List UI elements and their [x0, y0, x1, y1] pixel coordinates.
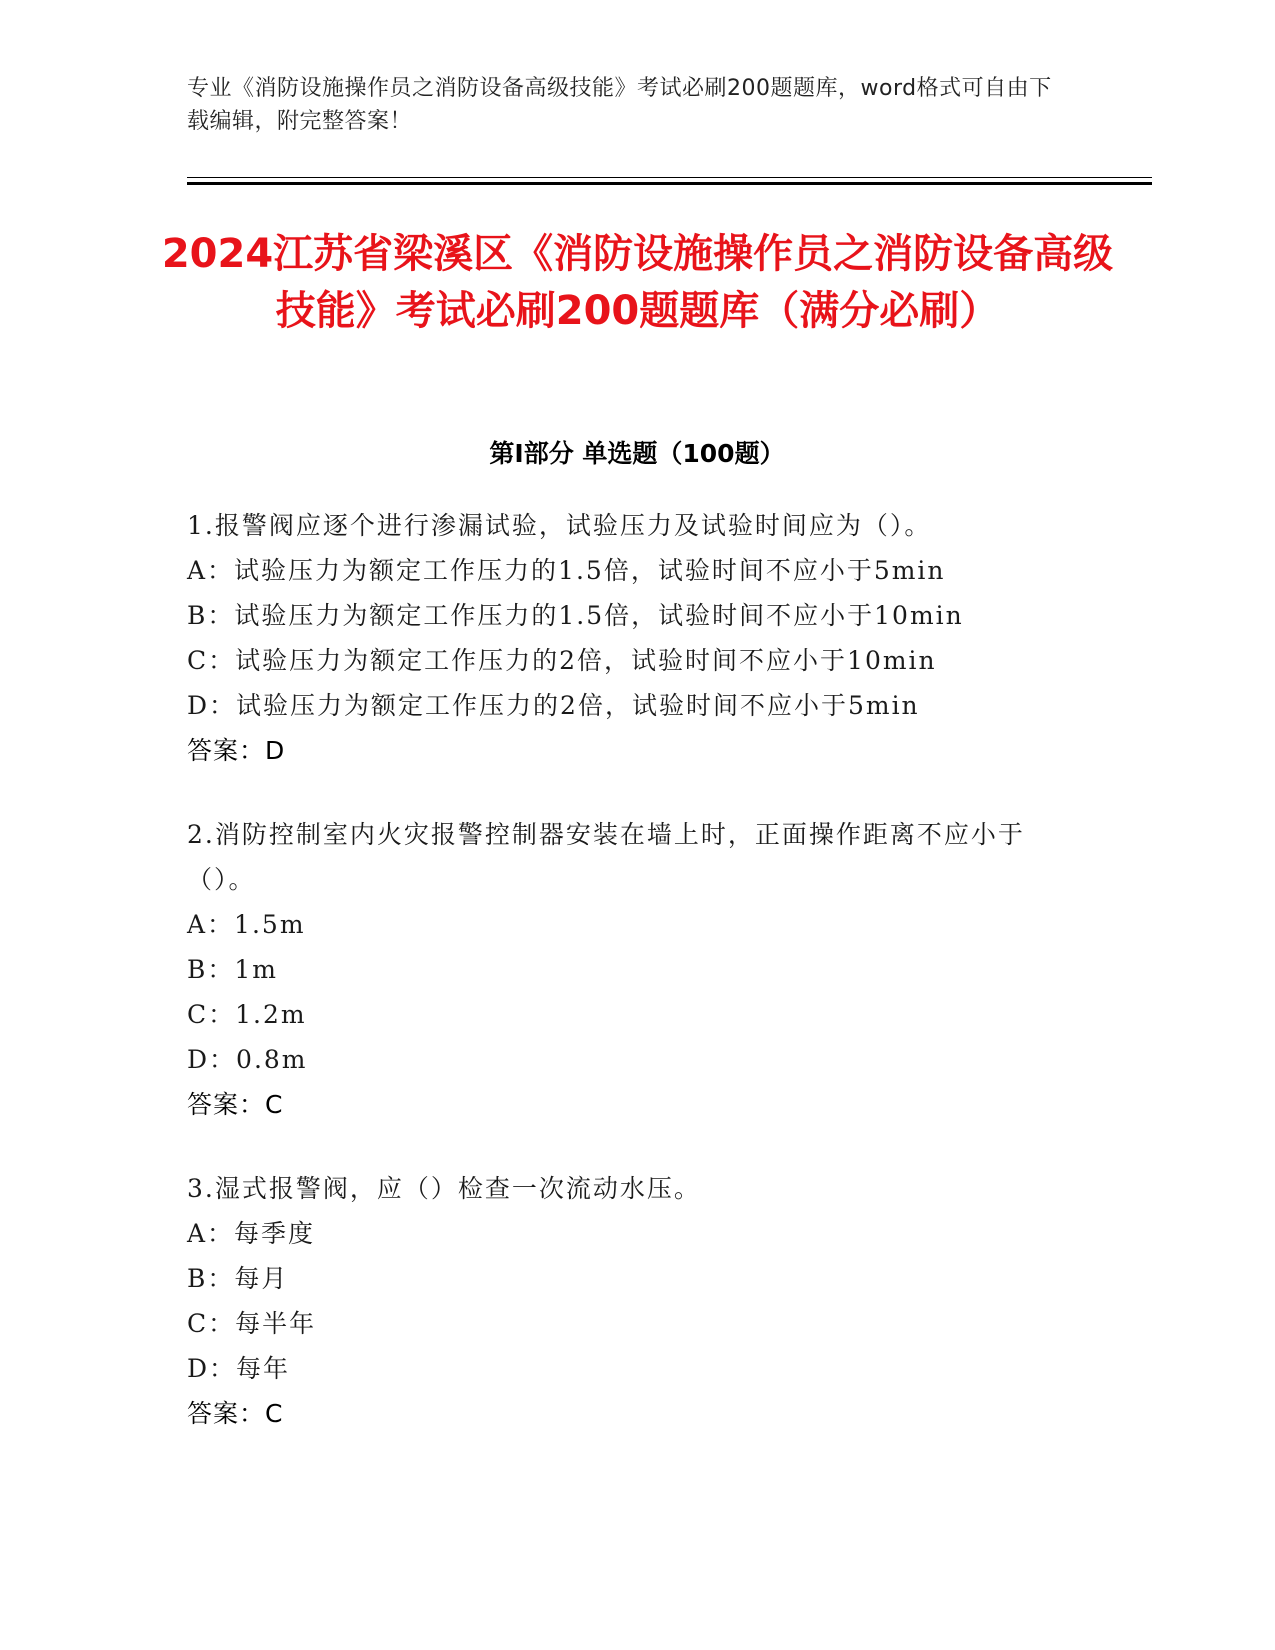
question-3 [187, 1166, 1067, 1436]
section-title: 第Ⅰ部分 单选题（100题） [489, 439, 785, 468]
answer: 答案：D [187, 736, 286, 765]
answer: 答案：C [187, 1090, 284, 1119]
option-d: D：0.8m [187, 1045, 308, 1074]
question-1 [187, 503, 1067, 773]
document-title: 2024江苏省梁溪区《消防设施操作员之消防设备高级技能》考试必刷200题题库（满分必刷） [161, 231, 1114, 334]
header-divider-thick [187, 182, 1152, 185]
header-divider-thin [187, 177, 1152, 178]
option-a: A：1.5m [187, 910, 306, 939]
question-stem: 1.报警阀应逐个进行渗漏试验，试验压力及试验时间应为（）。 [187, 511, 932, 540]
question-2 [187, 812, 1067, 1127]
option-b: B：每月 [187, 1264, 289, 1293]
option-d: D：每年 [187, 1354, 291, 1383]
question-stem: 3.湿式报警阀，应（）检查一次流动水压。 [187, 1174, 701, 1203]
option-a: A：试验压力为额定工作压力的1.5倍，试验时间不应小于5min [187, 556, 946, 585]
option-c: C：每半年 [187, 1309, 317, 1338]
answer: 答案：C [187, 1399, 284, 1428]
option-c: C：1.2m [187, 1000, 307, 1029]
option-d: D：试验压力为额定工作压力的2倍，试验时间不应小于5min [187, 691, 920, 720]
option-a: A：每季度 [187, 1219, 316, 1248]
option-c: C：试验压力为额定工作压力的2倍，试验时间不应小于10min [187, 646, 937, 675]
option-b: B：试验压力为额定工作压力的1.5倍，试验时间不应小于10min [187, 601, 964, 630]
option-b: B：1m [187, 955, 278, 984]
question-stem: 2.消防控制室内火灾报警控制器安装在墙上时，正面操作距离不应小于（）。 [187, 820, 1025, 894]
header-note: 专业《消防设施操作员之消防设备高级技能》考试必刷200题题库，word格式可自由下载编辑，附完整答案！ [187, 76, 1052, 134]
